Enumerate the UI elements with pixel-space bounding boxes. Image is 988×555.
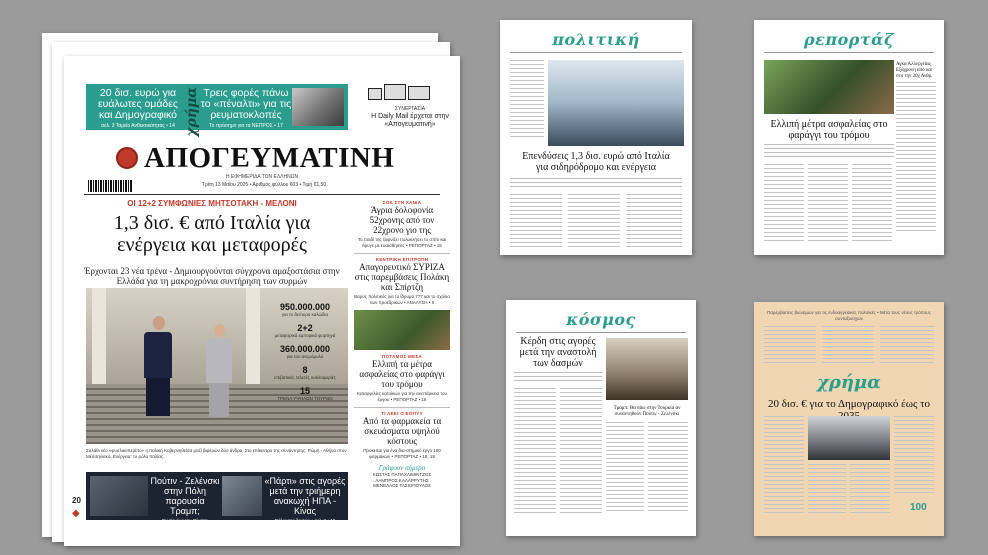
thumb-headline: Επενδύσεις 1,3 δισ. ευρώ από Ιταλία για σιδηρόδρομο και ενέργεια	[522, 151, 670, 173]
leaders-photo	[90, 476, 148, 516]
promo-banner[interactable]	[86, 84, 348, 137]
text-column	[896, 82, 936, 232]
lede-lines	[514, 372, 602, 384]
section-title: ρεπορτάζ	[804, 30, 894, 49]
sidebar-body: Καταγγελίες κατοίκων για την ανεπάρκεια του έργου • ΡΕΠΟΡΤΑΖ • 16	[357, 391, 447, 402]
stat-item: 360.000.000 για τον ανεμόμυλο	[279, 344, 331, 359]
diamond-icon: ◆	[72, 508, 80, 519]
thumb-world[interactable]	[506, 300, 696, 536]
contributor-name: ΜΕΝΕΛΑΟΣ ΤΑΣΙΟΠΟΥΛΟΣ	[373, 483, 431, 488]
text-column	[764, 416, 804, 516]
text-column	[606, 422, 644, 514]
sidebar	[354, 200, 450, 489]
sidebar-title: Ελλιπή τα μέτρα ασφαλείας στο φαράγγι του τρόμου	[359, 359, 445, 389]
stat-item: 15 ΤΡΕΝΑ ΥΨΗΛΩΝ ΤΟΥΡΩΝ	[277, 386, 333, 401]
barcode-icon	[88, 180, 132, 192]
text-column	[808, 164, 848, 244]
meeting-photo	[606, 338, 688, 400]
thumb-top-note: Παρέμβασεις βιώσιμων για τις ενδοαγγειακές πολιτικές • Μέτα τους νέους τρόπους συνταξιούχων	[767, 310, 931, 321]
text-column	[510, 60, 544, 140]
section-title: κόσμος	[566, 310, 636, 329]
divider	[764, 52, 934, 53]
dateline: Τρίτη 13 Μαΐου 2025 • Αριθμός φύλλου 603 • Τιμή €1,50	[201, 182, 327, 188]
divider	[84, 194, 440, 195]
masthead-title: ΑΠΟΓΕΥΜΑΤΙΝΗ	[144, 142, 395, 174]
text-column	[560, 388, 602, 514]
thumb-reportage[interactable]	[754, 20, 944, 255]
text-column	[568, 194, 620, 248]
sidebar-body: Προκειται για ένα δια-στημικό έργο 100 φαρμάκων • ΡΕΠΟΡΤΑΖ • 18, 19	[363, 448, 441, 459]
sidebar-label: ΤΙ ΛΕΕΙ Ο ΕΟΠΥΥ	[381, 411, 423, 416]
contributors-title: Γράφουν σήμερα	[378, 464, 426, 472]
lead-subhead: Έρχονται 23 νέα τρένα - Δημιουργούνται σύγχρονα αμαξοστάσια στην Ελλάδα για τη μακροχρόνια συντήρηση των συρμών	[84, 266, 340, 286]
figure-number: 100	[910, 502, 927, 513]
sidebar-title: Από τα φαρμακεία τα σκευάσματα υψηλού κόστους	[362, 416, 442, 446]
devices-icon	[368, 84, 432, 102]
stat-item: 2+2 μεταφορικά εμπορικά φορτηγά	[274, 323, 336, 338]
text-column	[880, 326, 934, 366]
text-column	[808, 464, 846, 516]
promo-right-text: Η Daily Mail έρχεται στην «Απογευματινή»	[371, 113, 449, 128]
text-column	[514, 388, 556, 514]
sidebar-body: Το παιδί της ξαφνίζει πολυκλήσει το σπίτι και έφυγε με ευαισθησίες • ΡΕΠΟΡΤΑΖ • 18	[357, 237, 447, 248]
sidebar-label: ΣΟΚ ΣΤΗ ΧΑΝΙΑ	[382, 200, 422, 205]
sidebar-label: ΚΕΝΤΡΙΚΗ ΕΠΙΤΡΟΠΗ	[375, 257, 429, 262]
bottom-story-2[interactable]	[264, 476, 346, 524]
divider	[354, 253, 450, 254]
text-column	[764, 164, 804, 244]
thumb-headline: Κέρδη στις αγορές μετά την αναστολή των δασμών	[519, 336, 597, 369]
officials-photo	[808, 416, 890, 460]
pillar	[246, 288, 260, 398]
thumb-headline: Ελλιπή μέτρα ασφαλείας στο φαράγγι του τρόμου	[770, 119, 888, 141]
promo-left-small: σελ. 3 Ταμείο Ανθεκτικότητας • 14	[101, 123, 175, 129]
stat-item: 8 επιβατικές τελετές κυκλοφορίες	[274, 365, 336, 380]
divider	[516, 332, 686, 333]
text-column	[648, 422, 688, 514]
bottom-story-1-title: Πούτιν - Ζελένσκι στην Πόλη παρουσία Τραμπ;	[150, 476, 220, 516]
bottom-story-2-title: «Πάρτι» στις αγορές μετά την τριήμερη ανακωχή ΗΠΑ - Κίνας	[264, 476, 346, 516]
thumb-money[interactable]	[754, 302, 944, 536]
lead-headline[interactable]: 1,3 δισ. € από Ιταλία για ενέργεια και μεταφορές	[113, 212, 311, 256]
thumb-politics[interactable]	[500, 20, 692, 255]
trump-photo	[222, 476, 262, 516]
thumb-headline: 20 δισ. € για το Δημογραφικό έως το	[767, 398, 931, 410]
stat-item: 950.000.000 για το δεύτερο καλώδιο	[279, 302, 331, 317]
text-column	[822, 326, 874, 366]
lede-lines	[510, 178, 682, 188]
section-title: πολιτική	[552, 30, 640, 49]
section-title: χρήμα	[817, 372, 881, 393]
sidebar-story[interactable]	[354, 411, 450, 459]
masthead	[114, 144, 414, 174]
sidebar-label: ΠΟΤΑΜΟΣ ΜΕΣΑ	[382, 354, 422, 359]
divider	[354, 407, 450, 408]
text-column	[764, 326, 816, 366]
text-column	[850, 464, 890, 516]
bottom-band[interactable]	[86, 472, 348, 523]
contributor-name: ΚΩΣΤΑΣ ΠΑΠΑΧΛΙΜΙΝΤΖΟΣ	[372, 472, 432, 477]
bottom-story-2-small: Πάλευσης δεχτών • σελ. 9 • 19	[274, 518, 336, 523]
pillar	[92, 288, 106, 398]
thumb-top-note: Αγκα Αλλεργείας Εξάχρονη από και στο την 20χ Ανθρ.	[896, 62, 933, 79]
sidebar-story[interactable]	[354, 257, 450, 305]
promo-mid-small: Το πρόσημο για τα ΝΕΠΡΟΣ • 17	[209, 123, 283, 129]
logo-icon	[116, 147, 138, 169]
promo-brand: χρήμα	[184, 87, 200, 137]
text-column	[510, 194, 562, 248]
gorge-photo	[354, 310, 450, 350]
divider	[510, 52, 682, 53]
front-page[interactable]	[64, 56, 460, 546]
text-column	[852, 164, 892, 244]
stats-panel	[262, 302, 348, 407]
figure-woman	[206, 324, 232, 418]
promo-left-title: 20 δισ. ευρώ για ευάλωτες ομάδες και Δημογραφικό	[98, 87, 178, 121]
text-column	[894, 416, 934, 496]
contributors-list	[354, 472, 450, 489]
contributor-name: ΛΑΜΠΡΟΣ ΚΑΛΑΡΡΥΤΗΣ	[375, 477, 429, 483]
sidebar-body: Βαρύς πολιτικός για το ίδρυμα 777 και το σχόλιο των προεδρικών • ΑΝΑΛΥΣΗ • 6	[354, 294, 450, 305]
sidebar-story[interactable]	[354, 200, 450, 248]
masthead-tagline: Η ΕΦΗΜΕΡΙΔΑ ΤΩΝ ΕΛΛΗΝΩΝ	[225, 174, 299, 180]
lead-kicker: ΟΙ 12+2 ΣΥΜΦΩΝΙΕΣ ΜΗΤΣΟΤΑΚΗ - ΜΕΛΟΝΙ	[127, 199, 297, 208]
sidebar-story[interactable]	[354, 354, 450, 402]
ceremony-photo	[548, 60, 684, 146]
figure-man	[144, 316, 174, 416]
daily-mail-promo[interactable]	[364, 82, 456, 132]
page-number: 20	[72, 496, 81, 505]
promo-mid-title: Τρεις φορές πάνω το «πέναλτι» για τις ρευματοκλοπές	[200, 87, 292, 121]
sidebar-title: Απαγορευτικό ΣΥΡΙΖΑ στις παρεμβάσεις Πολάκη και Σπίρτζη	[354, 262, 450, 292]
lede-lines	[764, 144, 894, 158]
meter-photo	[292, 88, 344, 126]
bottom-story-1-small: Ρωσία έως την Πέμπτη	[161, 518, 209, 523]
promo-right-label: ΣΥΝΕΡΓΑΣΙΑ	[394, 106, 426, 112]
sidebar-title: Άγρια δολοφονία 52χρονης από τον 22χρονο γιο της	[369, 205, 435, 235]
gorge-photo	[764, 60, 894, 114]
text-column	[626, 194, 682, 248]
bottom-story-1[interactable]	[150, 476, 220, 524]
promo-mid	[200, 88, 292, 130]
promo-left	[94, 88, 182, 130]
thumb-subheadline: Τραμπ: Θα πάω στην Τουρκία αν συναντηθούν Πούτιν - Ζελένσκι	[613, 406, 681, 417]
photo-caption: Σαλάθι νέο «φυσλικοπερίπο» η Ιταλική Κυβερνηθείσα μαζί βιφερών δύο άνδρα, Στο επίκεντρο της συνάντησης: Ρώμη - Αθήνα στον Μεσσηνιακό, Ενέργεια: το ρόλο Ιταλίας...	[86, 448, 347, 459]
